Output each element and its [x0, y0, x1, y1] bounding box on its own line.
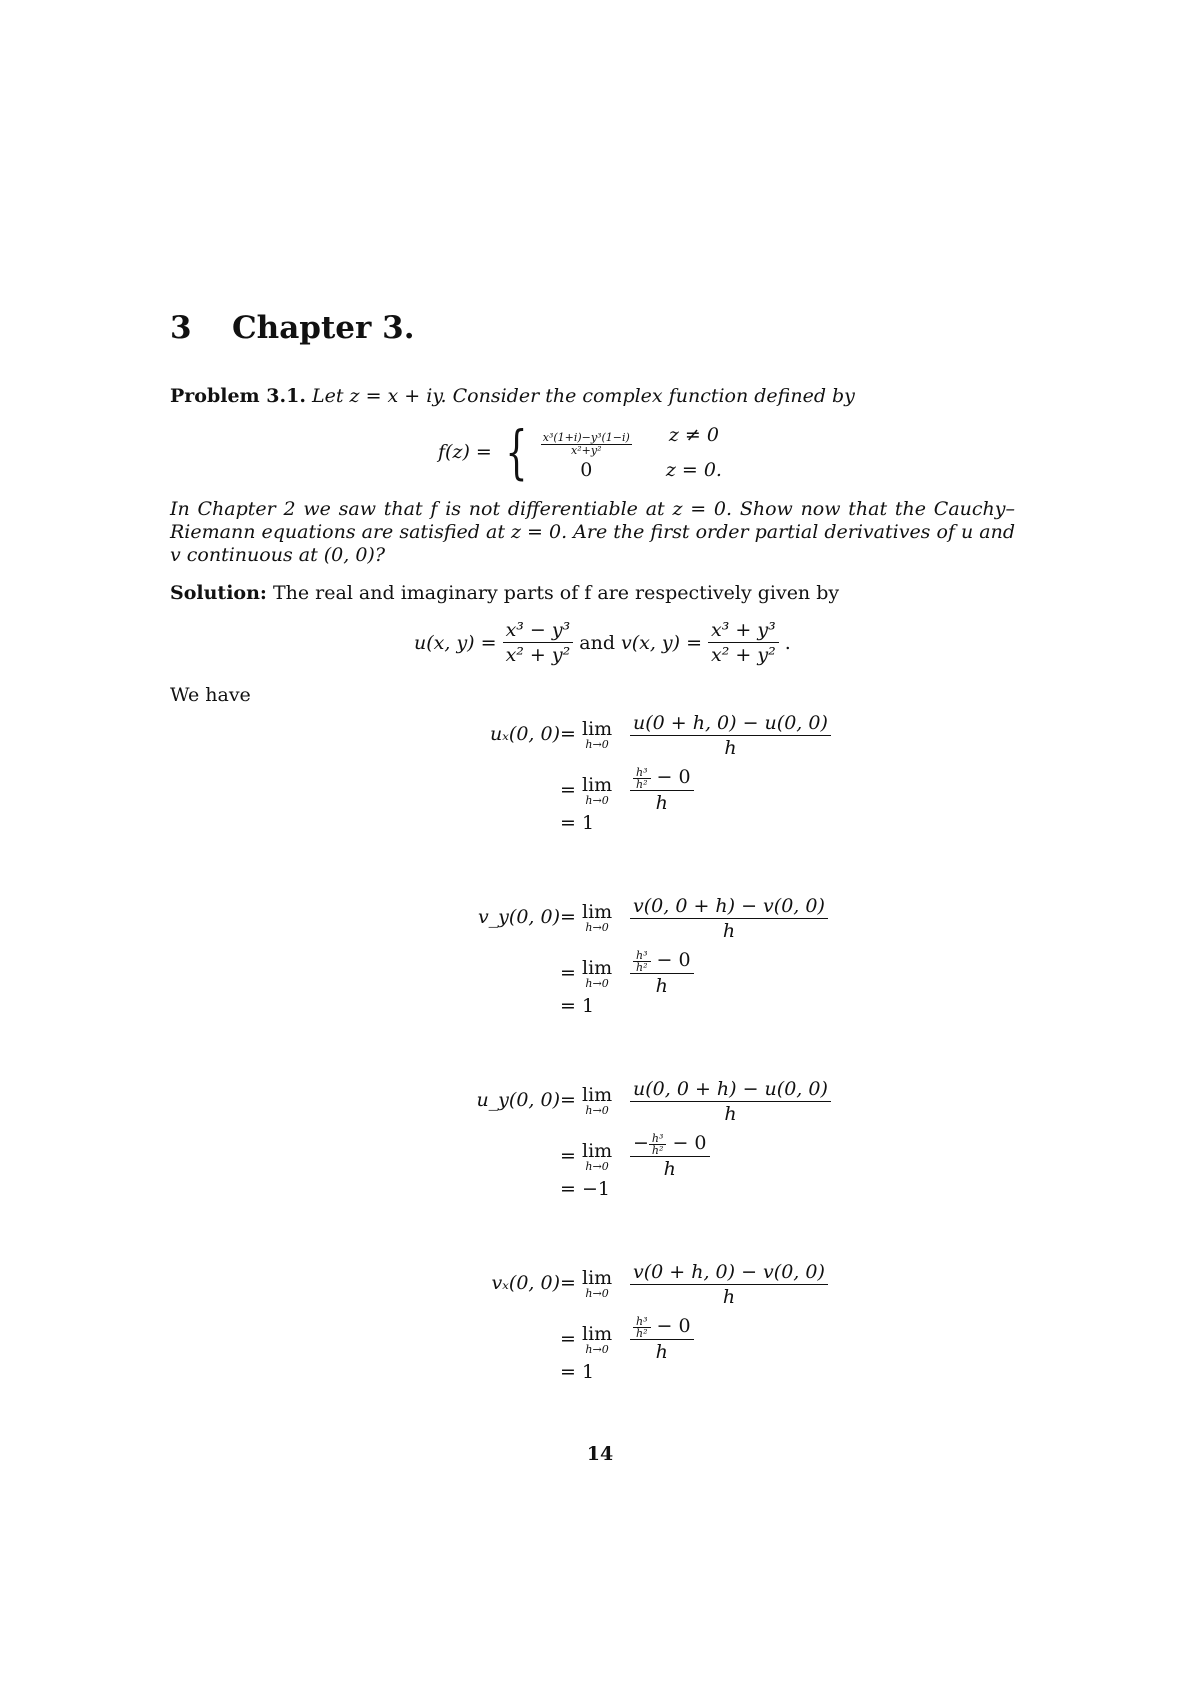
v-fraction — [708, 618, 779, 667]
difference-quotient — [630, 1260, 828, 1309]
equals-sign: = — [560, 906, 576, 928]
sq-tail: − 0 — [666, 1132, 707, 1154]
equals-sign: = — [560, 1089, 576, 1111]
result: = 1 — [560, 812, 595, 834]
lim-word: lim — [582, 718, 613, 740]
sq-denominator: h — [655, 1340, 668, 1363]
difference-quotient — [630, 711, 831, 760]
inner-numerator: h³ — [649, 1133, 667, 1145]
limit-operator — [582, 718, 613, 753]
inner-denominator: h² — [651, 1143, 664, 1157]
dq-denominator: h — [722, 1286, 736, 1308]
simplified-quotient — [630, 1314, 694, 1364]
v-lhs: v(x, y) = — [620, 631, 703, 654]
result: = −1 — [560, 1178, 610, 1200]
inner-denominator: h² — [636, 1326, 648, 1340]
v-period: . — [784, 631, 791, 654]
equals-sign: = — [560, 723, 576, 745]
case2-expression: 0 — [580, 458, 593, 481]
derivation-lhs: u_y(0, 0) — [476, 1089, 560, 1111]
equals-sign: = — [560, 1145, 576, 1167]
sq-denominator: h — [663, 1157, 676, 1180]
inner-denominator: h² — [636, 777, 648, 791]
simplified-quotient — [630, 1131, 710, 1181]
lim-subscript: h→0 — [585, 977, 609, 990]
limit-operator — [582, 1084, 613, 1119]
case1-condition: z ≠ 0 — [668, 423, 719, 446]
lim-subscript: h→0 — [585, 921, 609, 934]
section-title-text: Chapter 3. — [232, 310, 415, 346]
piecewise-definition — [438, 420, 722, 484]
piecewise-lhs: f(z) = — [438, 441, 492, 463]
left-brace: { — [505, 418, 528, 486]
sq-tail: − 0 — [650, 766, 691, 788]
dq-numerator: u(0 + h, 0) − u(0, 0) — [630, 711, 831, 736]
section-number: 3 — [170, 310, 192, 346]
page-number: 14 — [586, 1443, 614, 1465]
result: = 1 — [560, 995, 595, 1017]
problem-text: Let z = x + iy. Consider the complex function defined by — [312, 385, 855, 407]
inner-numerator: h³ — [633, 950, 651, 962]
case2-condition: z = 0. — [665, 458, 722, 481]
problem-label: Problem 3.1. — [170, 385, 306, 407]
u-numerator: x³ − y³ — [503, 618, 574, 643]
sq-numerator — [630, 1131, 710, 1157]
simplified-quotient — [630, 948, 694, 998]
u-denominator: x² + y² — [505, 644, 571, 666]
limit-operator — [582, 1140, 613, 1175]
equals-sign: = — [560, 962, 576, 984]
dq-numerator: u(0, 0 + h) − u(0, 0) — [630, 1077, 831, 1102]
v-numerator: x³ + y³ — [708, 618, 779, 643]
equals-sign: = — [560, 1272, 576, 1294]
inner-denominator: h² — [636, 960, 648, 974]
problem-question: In Chapter 2 we saw that f is not differentiable at z = 0. Show now that the Cauchy–Riemann equations are satisfied at z = 0. Are the first order partial derivatives of u and v continuous at (0, 0)? — [170, 498, 1015, 566]
sq-tail: − 0 — [650, 949, 691, 971]
derivation-lhs: vₓ(0, 0) — [491, 1272, 560, 1294]
difference-quotient — [630, 894, 828, 943]
solution-text: The real and imaginary parts of f are respectively given by — [272, 582, 840, 604]
lim-subscript: h→0 — [585, 1343, 609, 1356]
lim-word: lim — [582, 1323, 613, 1345]
limit-operator — [582, 1267, 613, 1302]
sq-numerator — [630, 1314, 694, 1340]
dq-numerator: v(0 + h, 0) − v(0, 0) — [630, 1260, 828, 1285]
solution-paragraph — [170, 582, 1015, 605]
lim-word: lim — [582, 1267, 613, 1289]
lim-word: lim — [582, 774, 613, 796]
v-denominator: x² + y² — [711, 644, 776, 666]
solution-label: Solution: — [170, 582, 267, 604]
sq-numerator — [630, 765, 694, 791]
simplified-quotient — [630, 765, 694, 815]
lim-word: lim — [582, 901, 613, 923]
dq-denominator: h — [724, 737, 737, 759]
lim-word: lim — [582, 1140, 613, 1162]
derivation-lhs: uₓ(0, 0) — [489, 723, 560, 745]
case1-denominator: x²+y² — [571, 443, 602, 457]
sq-denominator: h — [655, 791, 668, 814]
lim-subscript: h→0 — [585, 1104, 609, 1117]
lim-subscript: h→0 — [585, 1287, 609, 1300]
inner-numerator: h³ — [633, 767, 651, 779]
result: = 1 — [560, 1361, 595, 1383]
sq-prefix: − — [633, 1132, 649, 1154]
u-lhs: u(x, y) = — [414, 631, 497, 654]
sq-denominator: h — [655, 974, 668, 997]
derivation-lhs: v_y(0, 0) — [477, 906, 560, 928]
dq-denominator: h — [724, 1103, 737, 1125]
case1-numerator: x³(1+i)−y³(1−i) — [542, 430, 630, 444]
lim-word: lim — [582, 1084, 613, 1106]
limit-operator — [582, 774, 613, 809]
limit-operator — [582, 901, 613, 936]
u-fraction — [503, 618, 574, 667]
cases-grid — [541, 424, 722, 481]
dq-numerator: v(0, 0 + h) − v(0, 0) — [630, 894, 828, 919]
limit-operator — [582, 957, 613, 992]
problem-statement — [170, 385, 1015, 408]
and-word: and — [579, 631, 615, 654]
difference-quotient — [630, 1077, 831, 1126]
we-have-text: We have — [170, 684, 251, 706]
case1-expression — [541, 424, 632, 457]
inner-numerator: h³ — [633, 1316, 651, 1328]
equals-sign: = — [560, 779, 576, 801]
sq-tail: − 0 — [650, 1315, 691, 1337]
lim-subscript: h→0 — [585, 1160, 609, 1173]
sq-numerator — [630, 948, 694, 974]
lim-subscript: h→0 — [585, 738, 609, 751]
dq-denominator: h — [722, 920, 736, 942]
lim-subscript: h→0 — [585, 794, 609, 807]
section-title — [170, 310, 415, 346]
limit-operator — [582, 1323, 613, 1358]
lim-word: lim — [582, 957, 613, 979]
uv-definitions — [414, 618, 791, 667]
equals-sign: = — [560, 1328, 576, 1350]
